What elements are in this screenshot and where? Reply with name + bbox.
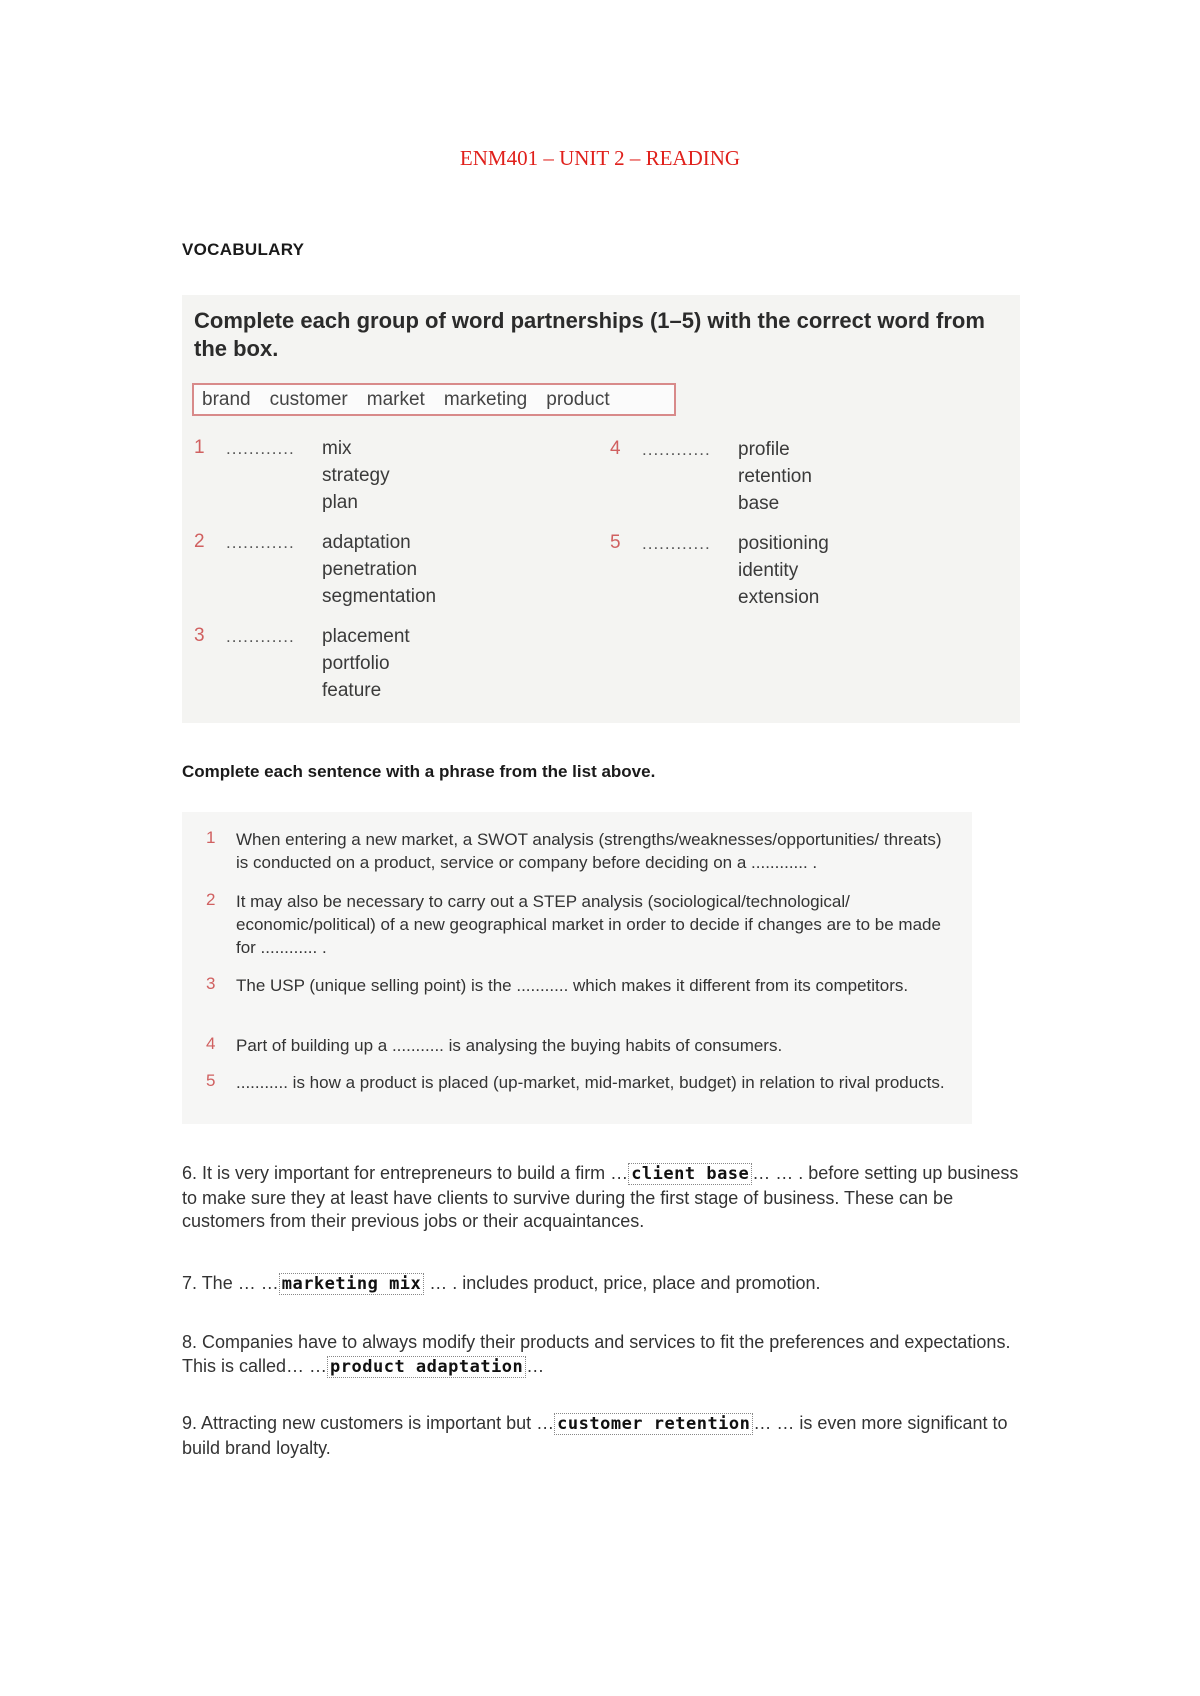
page-title: ENM401 – UNIT 2 – READING (459, 146, 741, 170)
answer-prefix: 7. The … … (182, 1273, 279, 1293)
group-word: strategy (322, 465, 390, 486)
answer-suffix: … (526, 1355, 545, 1376)
group-word: extension (738, 587, 820, 608)
group-word: retention (738, 466, 812, 487)
sentence-number: 2 (206, 890, 216, 909)
answer-prefix: 8. Companies have to always modify their products and services to fit the preferences and expectations. This is called… … (182, 1332, 1011, 1376)
word-partnership-exercise (182, 295, 1020, 723)
exercise2-instruction: Complete each sentence with a phrase from the list above. (182, 762, 656, 781)
answer-paragraph-7 (182, 1272, 1022, 1297)
word-box (192, 383, 676, 416)
answer-paragraph-6 (182, 1162, 1022, 1234)
group-word: positioning (738, 533, 829, 554)
sentence-text: When entering a new market, a SWOT analysis (strengths/weaknesses/opportunities/ threats) is conducted on a product, service or company before deciding on a ............ . (236, 830, 942, 872)
group-word: profile (738, 439, 790, 460)
answer-suffix: … . includes product, price, place and promotion. (424, 1273, 821, 1293)
group-word: plan (322, 492, 358, 513)
answer-prefix: 9. Attracting new customers is important but … (182, 1413, 555, 1433)
group-word: mix (322, 438, 352, 459)
sentence-number: 5 (206, 1071, 216, 1090)
group-blank: ............ (226, 627, 295, 646)
group-blank: ............ (642, 534, 711, 553)
box-word: market (366, 388, 425, 410)
group-number: 1 (194, 437, 205, 458)
sentence-text: Part of building up a ........... is analysing the buying habits of consumers. (236, 1036, 783, 1055)
group-blank: ............ (226, 533, 295, 552)
box-word: product (546, 388, 610, 410)
box-word: marketing (443, 388, 528, 410)
group-word: penetration (322, 559, 418, 580)
answer-suffix: … … . before setting up business to make sure they at least have clients to survive during the first stage of business. These can be customers from their previous jobs or their acquaintances. (182, 1163, 1019, 1231)
group-word: adaptation (322, 532, 411, 553)
group-word: portfolio (322, 653, 390, 674)
group-blank: ............ (226, 439, 295, 458)
sentence-text: The USP (unique selling point) is the ........... which makes it different from its competitors. (236, 976, 909, 995)
group-word: identity (738, 560, 799, 581)
group-blank: ............ (642, 440, 711, 459)
exercise1-instruction: Complete each group of word partnerships (1–5) with the correct word from the box. (194, 308, 985, 361)
sentence-completion-exercise (182, 812, 972, 1124)
group-number: 2 (194, 531, 205, 552)
group-word: base (738, 493, 780, 514)
answer-prefix: 6. It is very important for entrepreneurs to build a firm … (182, 1163, 629, 1183)
group-word: segmentation (322, 586, 437, 607)
group-number: 3 (194, 625, 205, 646)
answer-marketing-mix: marketing mix (279, 1273, 425, 1295)
sentence-text: ........... is how a product is placed (up-market, mid-market, budget) in relation to rival products. (236, 1073, 945, 1092)
answer-customer-retention: customer retention (554, 1413, 753, 1435)
sentence-number: 3 (206, 974, 216, 993)
answer-paragraph-9 (182, 1412, 1022, 1460)
sentence-number: 1 (206, 828, 216, 847)
group-number: 4 (610, 438, 621, 459)
box-word: brand (202, 388, 251, 410)
box-word: customer (269, 388, 348, 410)
group-word: feature (322, 680, 382, 701)
vocabulary-heading: VOCABULARY (182, 240, 305, 259)
answer-product-adaptation: product adaptation (327, 1356, 526, 1378)
answer-client-base: client base (628, 1163, 752, 1185)
sentence-number: 4 (206, 1034, 216, 1053)
answer-suffix: … … is even more significant to build brand loyalty. (182, 1413, 1008, 1458)
group-number: 5 (610, 532, 621, 553)
group-word: placement (322, 626, 410, 647)
sentence-text: It may also be necessary to carry out a STEP analysis (sociological/technological/ economic/political) of a new geographical market in order to decide if changes are to be made for ............ . (236, 892, 941, 957)
answer-paragraph-8 (182, 1331, 1022, 1379)
